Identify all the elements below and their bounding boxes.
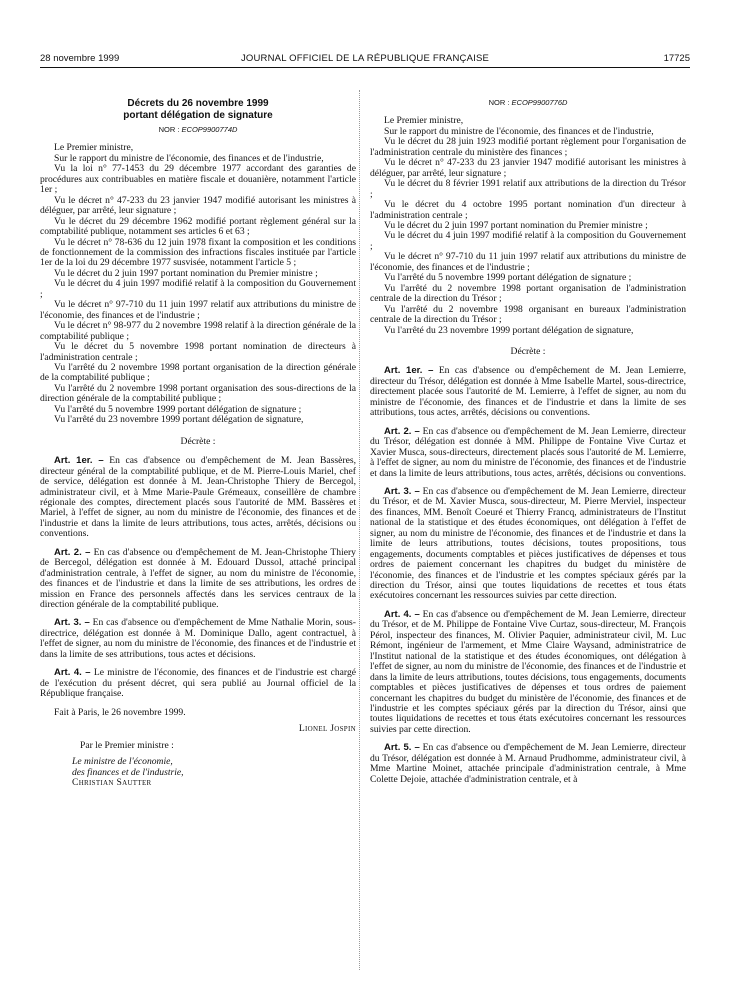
- minister-title-line2: des finances et de l'industrie,: [72, 766, 184, 778]
- article-label: Art. 1er. –: [384, 365, 434, 377]
- article-label: Art. 4. –: [384, 608, 420, 620]
- article-label: Art. 2. –: [384, 425, 420, 437]
- nor-label: NOR :: [158, 125, 180, 134]
- journal-title: JOURNAL OFFICIEL DE LA RÉPUBLIQUE FRANÇAISE: [240, 53, 490, 64]
- preamble-paragraph: Vu le décret du 2 juin 1997 portant nomination du Premier ministre ;: [384, 219, 648, 231]
- preamble-paragraph: Vu l'arrêté du 2 novembre 1998 organisant en bureaux l'administration centrale de la direction du Trésor ;: [370, 303, 686, 326]
- article-text: En cas d'absence ou d'empêchement de M. Jean Lemierre, directeur du Trésor, et de M. Philippe de Fontaine Vive Curtaz, sous-directeur, M. François Pérol, inspecteur des finances, M. Olivier Paquier, administrateur civil, M. Luc Rémont, ingénieur de l'armement, et Mme Claire Waysand, administratrice de l'Institut national de la statistique et des études économiques, ont délégation à l'effet de signer, au nom du ministre de l'économie, des finances et de l'industrie et dans la limite de leurs attributions, toutes décisions, tous engagements, documents comptables et pièces justificatives de dépenses et tous ordres de paiement concernant les chapitres du budget du ministère de l'économie, des finances et de l'industrie et les comptes spéciaux gérés par la direction du Trésor, ainsi que toutes liquidations de recettes et tous états exécutoires concernant les ressources suivies par cette direction.: [370, 608, 686, 735]
- article-text: En cas d'absence ou d'empêchement de M. Jean Lemierre, directeur du Trésor, délégation est donnée à Mme Isabelle Martel, sous-directrice, directement placée sous l'autorité de M. Lemierre, à l'effet de signer, au nom du ministre de l'économie, des finances et de l'industrie et dans la limite de ses attributions, tous actes, arrêtés, décisions ou conventions.: [370, 365, 687, 419]
- article-text: En cas d'absence ou d'empêchement de Mme Nathalie Morin, sous-directrice, délégation est donnée à M. Dominique Dallo, agent contractuel, à l'effet de signer, au nom du ministre de l'économie, des finances et de l'industrie et dans la limite de ses attributions, tous actes et décisions.: [40, 617, 356, 660]
- article: [370, 743, 686, 785]
- preamble-paragraph: Vu l'arrêté du 23 novembre 1999 portant délégation de signature,: [384, 324, 634, 336]
- left-column: [40, 98, 356, 789]
- article: [370, 487, 686, 602]
- articles: [370, 366, 686, 785]
- page-number: 17725: [663, 53, 690, 64]
- article-label: Art. 3. –: [384, 485, 420, 497]
- preamble-paragraph: Le Premier ministre,: [54, 142, 134, 154]
- nor-reference: [370, 98, 686, 108]
- preamble-paragraph: Vu le décret du 5 novembre 1998 portant nomination de directeurs à l'administration centrale ;: [40, 341, 356, 363]
- signatory-name: Lionel Jospin: [298, 723, 356, 735]
- article-text: En cas d'absence ou d'empêchement de M. Jean Lemierre, directeur du Trésor, et de M. Xavier Musca, sous-directeur, M. Pierre Merviel, inspecteur des finances, MM. Benoît Coeuré et Thierry Francq, administrateurs de l'Institut national de la statistique et des études économiques, ont délégation à l'effet de signer, au nom du ministre de l'économie, des finances et de l'industrie et dans la limite de leurs attributions, toutes décisions, toutes propositions, tous engagements, documents comptables et pièces justificatives de dépenses et tous ordres de paiement concernant les chapitres du budget du ministère de l'économie, des finances et de l'industrie et les comptes spéciaux gérés par la direction du Trésor, ainsi que toutes liquidations de recettes et tous états exécutoires concernant les ressources suivies par cette direction.: [370, 485, 686, 602]
- article-label: Art. 2. –: [54, 546, 91, 558]
- decrete-heading: Décrète :: [510, 345, 546, 357]
- right-column: [370, 98, 686, 793]
- article: [40, 456, 356, 540]
- preamble-paragraph: Sur le rapport du ministre de l'économie, des finances et de l'industrie,: [54, 152, 324, 164]
- article-label: Art. 3. –: [54, 617, 90, 629]
- article-label: Art. 5. –: [384, 742, 420, 754]
- page-header: [40, 53, 690, 67]
- preamble-paragraph: Sur le rapport du ministre de l'économie, des finances et de l'industrie,: [384, 125, 654, 137]
- articles: [40, 456, 356, 700]
- column-separator: [359, 90, 360, 970]
- minister-block: [40, 757, 356, 789]
- decree-title: [40, 98, 356, 121]
- article-text: Le ministre de l'économie, des finances et de l'industrie est chargé de l'exécution du présent décret, qui sera publié au Journal officiel de la République française.: [40, 667, 356, 700]
- preamble-paragraph: Vu l'arrêté du 2 novembre 1998 portant organisation des sous-directions de la direction générale de la comptabilité publique ;: [40, 382, 356, 405]
- minister-name: Christian Sautter: [72, 777, 152, 789]
- signing-place-date: Fait à Paris, le 26 novembre 1999.: [54, 706, 186, 718]
- preamble-paragraph: Vu le décret du 28 juin 1923 modifié portant règlement pour l'organisation de l'administration centrale du ministère des finances ;: [370, 136, 686, 158]
- preamble-paragraph: Vu le décret du 8 février 1991 relatif aux attributions de la direction du Trésor ;: [370, 178, 686, 200]
- article: [40, 548, 356, 611]
- preamble-paragraph: Vu le décret du 2 juin 1997 portant nomination du Premier ministre ;: [54, 267, 318, 279]
- article: [370, 610, 686, 735]
- preamble-paragraph: Vu le décret n° 97-710 du 11 juin 1997 relatif aux attributions du ministre de l'économie, des finances et de l'industrie ;: [370, 251, 686, 273]
- preamble-paragraph: Vu le décret n° 47-233 du 23 janvier 1947 modifié autorisant les ministres à déléguer, par arrêté, leur signature ;: [370, 157, 686, 179]
- preamble-paragraph: Vu le décret n° 47-233 du 23 janvier 1947 modifié autorisant les ministres à déléguer, par arrêté, leur signature ;: [40, 194, 356, 217]
- preamble-paragraph: Vu le décret n° 98-977 du 2 novembre 1998 relatif à la direction générale de la comptabilité publique ;: [40, 320, 356, 342]
- minister-title-line1: Le ministre de l'économie,: [72, 756, 173, 768]
- article-text: En cas d'absence ou d'empêchement de M. Jean Bassères, directeur général de la comptabilité publique, et de M. Pierre-Louis Mariel, chef de service, délégation est donnée à M. Jean-Christophe Thiery de Bercegol, administrateur civil, et à Mme Marie-Paule Grémeaux, conseillère de chambre régionale des comptes, directement placés sous l'autorité de MM. Bassères et Mariel, à l'effet de signer, au nom du ministre de l'économie, des finances et de l'industrie et dans la limite de leurs attributions, tous actes, arrêtés, décisions ou conventions.: [40, 455, 356, 540]
- decrete-heading: Décrète :: [180, 435, 216, 447]
- nor-label: NOR :: [488, 98, 510, 107]
- nor-code: ECOP9900776D: [511, 98, 568, 107]
- header-date: 28 novembre 1999: [40, 53, 120, 64]
- article-text: En cas d'absence ou d'empêchement de M. Jean Lemierre, directeur du Trésor, délégation est donnée à M. Arnaud Prudhomme, administrateur civil, à Mme Martine Moinet, attachée principale d'administration centrale, à Mme Colette Dejoie, attachée d'administration centrale, et à: [370, 742, 686, 785]
- preamble: [40, 143, 356, 425]
- article-label: Art. 4. –: [54, 667, 91, 679]
- preamble-paragraph: Vu le décret n° 97-710 du 11 juin 1997 relatif aux attributions du ministre de l'économie, des finances et de l'industrie ;: [40, 299, 356, 321]
- article-label: Art. 1er. –: [54, 455, 104, 467]
- header-rule: [40, 67, 690, 68]
- decree-title-line2: portant délégation de signature: [123, 109, 273, 121]
- preamble-paragraph: Vu le décret n° 78-636 du 12 juin 1978 fixant la composition et les conditions de fonctionnement de la commission des infractions fiscales instituée par l'article 1er de la loi du 29 décembre 1977 susvisée, notamment l'article 5 ;: [40, 236, 356, 269]
- countersign-intro: Par le Premier ministre :: [80, 739, 174, 751]
- article-text: En cas d'absence ou d'empêchement de M. Jean Lemierre, directeur du Trésor, délégation est donnée à MM. Philippe de Fontaine Vive Curtaz et Xavier Musca, sous-directeurs, directement placés sous l'autorité de M. Lemierre, à l'effet de signer, au nom du ministre de l'économie, des finances et de l'industrie et dans la limite de leurs attributions, tous actes, arrêtés, décisions ou conventions.: [370, 425, 686, 479]
- preamble-paragraph: Vu l'arrêté du 2 novembre 1998 portant organisation de la direction générale de la comptabilité publique ;: [40, 361, 356, 384]
- preamble-paragraph: Vu l'arrêté du 5 novembre 1999 portant délégation de signature ;: [384, 272, 632, 284]
- preamble-paragraph: Vu le décret du 4 juin 1997 modifié relatif à la composition du Gouvernement ;: [40, 278, 356, 300]
- preamble: [370, 116, 686, 336]
- preamble-paragraph: Vu le décret du 4 juin 1997 modifié relatif à la composition du Gouvernement ;: [370, 230, 686, 252]
- article: [40, 668, 356, 699]
- preamble-paragraph: Le Premier ministre,: [384, 115, 464, 127]
- preamble-paragraph: Vu la loi n° 77-1453 du 29 décembre 1977 accordant des garanties de procédures aux contribuables en matière fiscale et douanière, notamment l'article 1er ;: [40, 163, 356, 196]
- preamble-paragraph: Vu l'arrêté du 2 novembre 1998 portant organisation de l'administration centrale de la direction du Trésor ;: [370, 282, 686, 305]
- article-text: En cas d'absence ou d'empêchement de M. Jean-Christophe Thiery de Bercegol, délégation est donnée à M. Edouard Dussol, attaché principal d'administration centrale, à l'effet de signer, au nom du ministre de l'économie, des finances et de l'industrie et dans la limite de ses attributions, les ordres de mission en France des personnels affectés dans les services centraux de la direction générale de la comptabilité publique.: [40, 546, 356, 611]
- article: [370, 366, 686, 418]
- article: [40, 618, 356, 660]
- article: [370, 427, 686, 479]
- nor-reference: [40, 125, 356, 135]
- preamble-paragraph: Vu le décret du 4 octobre 1995 portant nomination d'un directeur à l'administration centrale ;: [370, 199, 686, 221]
- nor-code: ECOP9900774D: [181, 125, 238, 134]
- preamble-paragraph: Vu l'arrêté du 5 novembre 1999 portant délégation de signature ;: [54, 403, 302, 415]
- decree-title-line1: Décrets du 26 novembre 1999: [127, 98, 269, 109]
- preamble-paragraph: Vu l'arrêté du 23 novembre 1999 portant délégation de signature,: [54, 414, 304, 426]
- preamble-paragraph: Vu le décret du 29 décembre 1962 modifié portant règlement général sur la comptabilité publique, notamment ses articles 6 et 63 ;: [40, 215, 356, 238]
